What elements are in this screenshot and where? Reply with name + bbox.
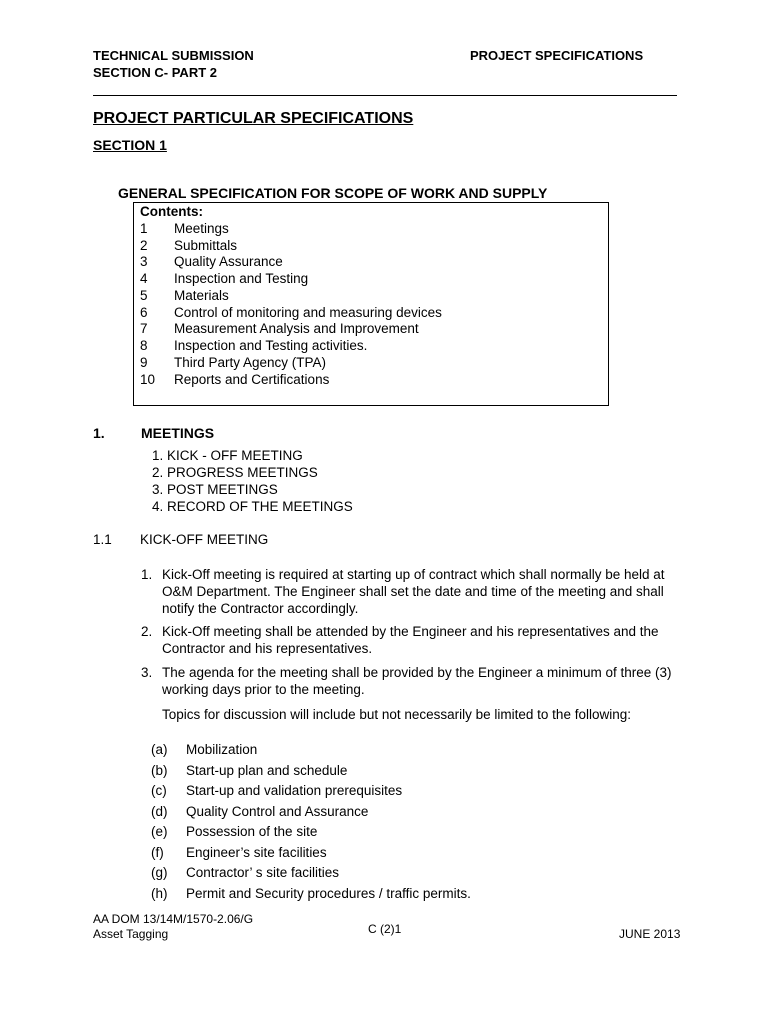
kickoff-paragraph	[141, 566, 681, 617]
topic-item	[151, 865, 339, 880]
topic-text: Possession of the site	[186, 824, 318, 839]
contents-item-title: Inspection and Testing activities.	[174, 338, 368, 353]
kickoff-heading: KICK-OFF MEETING	[140, 532, 269, 547]
kickoff-number: 1.1	[93, 532, 112, 547]
meetings-number: 1.	[93, 425, 105, 441]
contents-item-title: Inspection and Testing	[174, 271, 309, 286]
contents-label: Contents:	[140, 204, 203, 219]
topic-text: Permit and Security procedures / traffic permits.	[186, 886, 471, 901]
topic-label: (e)	[151, 824, 168, 839]
paragraph-text: Kick-Off meeting shall be attended by the Engineer and his representatives and the Contractor and his representatives.	[162, 624, 659, 656]
kickoff-paragraph	[141, 664, 681, 698]
contents-item-title: Meetings	[174, 221, 229, 236]
contents-item-number: 1	[140, 221, 148, 236]
paragraph-number: 1.	[141, 567, 153, 582]
section-label: SECTION 1	[93, 137, 167, 153]
header-rule	[93, 95, 677, 96]
contents-item-number: 4	[140, 271, 148, 286]
topic-text: Mobilization	[186, 742, 258, 757]
topics-intro	[162, 706, 652, 723]
header-right: PROJECT SPECIFICATIONS	[470, 48, 644, 63]
meetings-item: 1. KICK - OFF MEETING	[152, 448, 303, 463]
header-left-line2: SECTION C- PART 2	[93, 65, 217, 80]
paragraph-number: 2.	[141, 624, 153, 639]
topic-item	[151, 804, 368, 819]
general-heading: GENERAL SPECIFICATION FOR SCOPE OF WORK AND SUPPLY	[118, 185, 548, 201]
topics-intro-text: Topics for discussion will include but not necessarily be limited to the following:	[162, 707, 631, 722]
topic-label: (h)	[151, 886, 168, 901]
topic-text: Start-up and validation prerequisites	[186, 783, 403, 798]
topic-item	[151, 845, 327, 860]
paragraph-text: The agenda for the meeting shall be provided by the Engineer a minimum of three (3) working days prior to the meeting.	[162, 665, 672, 697]
footer-doc-subject: Asset Tagging	[93, 927, 169, 941]
contents-item-number: 6	[140, 305, 148, 320]
topic-label: (g)	[151, 865, 168, 880]
meetings-item: 4. RECORD OF THE MEETINGS	[152, 499, 353, 514]
topic-text: Engineer’s site facilities	[186, 845, 327, 860]
topic-item	[151, 742, 257, 757]
contents-item-number: 10	[140, 372, 156, 387]
paragraph-text: Kick-Off meeting is required at starting up of contract which shall normally be held at O&M Department. The Engineer shall set the date and time of the meeting and shall notify the Contractor accordingly.	[162, 567, 665, 616]
contents-item-title: Control of monitoring and measuring devices	[174, 305, 442, 320]
topic-item	[151, 886, 471, 901]
contents-item-number: 3	[140, 254, 148, 269]
meetings-heading: MEETINGS	[141, 425, 215, 441]
contents-item-title: Quality Assurance	[174, 254, 283, 269]
contents-item-number: 7	[140, 321, 148, 336]
footer-date: JUNE 2013	[619, 927, 681, 941]
contents-item-number: 9	[140, 355, 148, 370]
topic-label: (b)	[151, 763, 168, 778]
topic-label: (f)	[151, 845, 164, 860]
topic-label: (a)	[151, 742, 168, 757]
topic-label: (c)	[151, 783, 167, 798]
contents-item-number: 2	[140, 238, 148, 253]
page-title: PROJECT PARTICULAR SPECIFICATIONS	[93, 110, 414, 127]
contents-item-title: Third Party Agency (TPA)	[174, 355, 327, 370]
topic-text: Quality Control and Assurance	[186, 804, 369, 819]
contents-item-number: 5	[140, 288, 148, 303]
topic-text: Start-up plan and schedule	[186, 763, 348, 778]
header-left-line1: TECHNICAL SUBMISSION	[93, 48, 254, 63]
topic-item	[151, 824, 317, 839]
contents-item-number: 8	[140, 338, 148, 353]
footer-doc-ref: AA DOM 13/14M/1570-2.06/G	[93, 912, 254, 926]
paragraph-number: 3.	[141, 665, 153, 680]
contents-item-title: Submittals	[174, 238, 238, 253]
meetings-item: 3. POST MEETINGS	[152, 482, 278, 497]
footer-page-number: C (2)1	[368, 922, 402, 936]
contents-item-title: Reports and Certifications	[174, 372, 330, 387]
contents-item-title: Measurement Analysis and Improvement	[174, 321, 419, 336]
meetings-item: 2. PROGRESS MEETINGS	[152, 465, 318, 480]
topic-item	[151, 763, 347, 778]
contents-item-title: Materials	[174, 288, 229, 303]
topic-label: (d)	[151, 804, 168, 819]
kickoff-paragraph	[141, 623, 681, 657]
topic-text: Contractor’ s site facilities	[186, 865, 340, 880]
topic-item	[151, 783, 402, 798]
